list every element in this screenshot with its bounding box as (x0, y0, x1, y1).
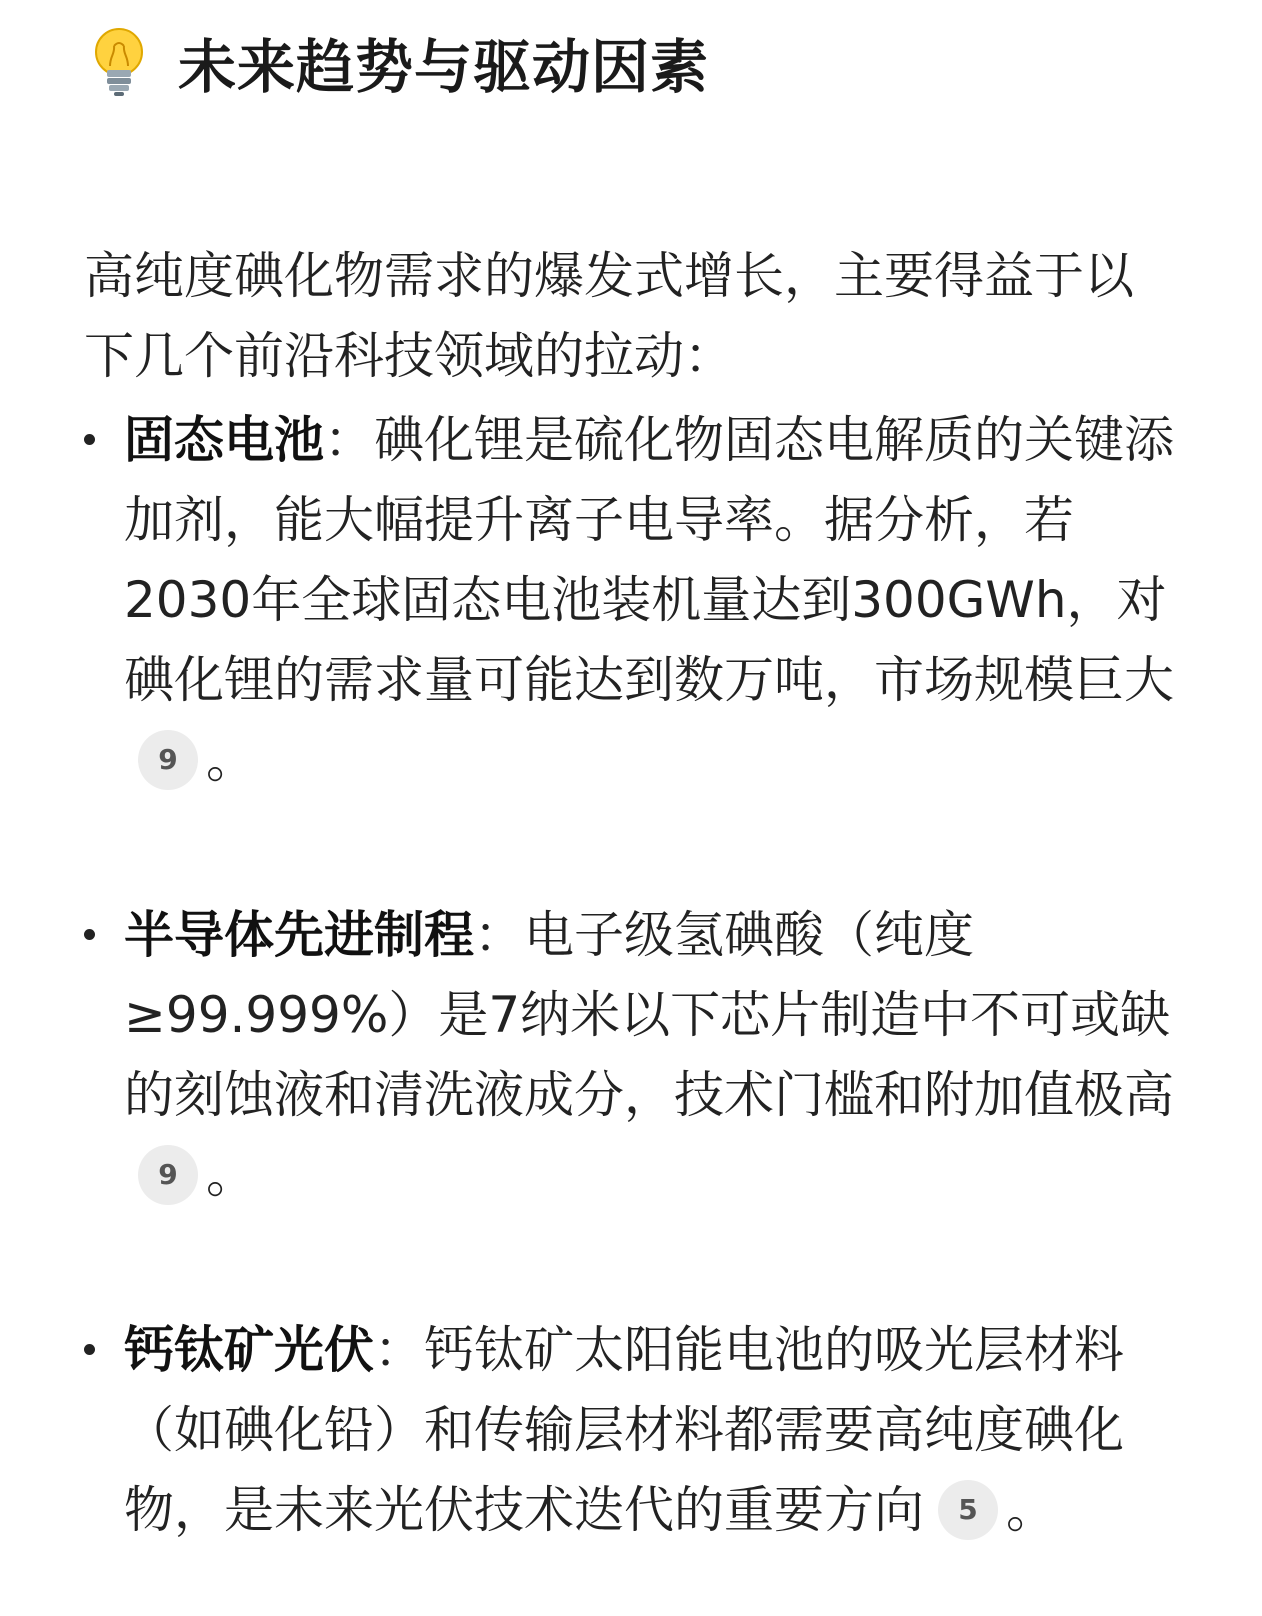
item-title: 半导体先进制程 (124, 906, 474, 964)
item-colon: ： (374, 1321, 424, 1379)
list-item-solid-state-battery (84, 400, 1184, 800)
item-colon: ： (324, 411, 374, 469)
section-heading (88, 22, 709, 102)
bullet-dot (84, 929, 95, 940)
item-end: 。 (206, 1146, 256, 1204)
item-end: 。 (206, 731, 256, 789)
item-body: 碘化锂是硫化物固态电解质的关键添加剂，能大幅提升离子电导率。据分析，若2030年全球固态电池装机量达到300GWh，对碘化锂的需求量可能达到数万吨，市场规模巨大 (124, 411, 1174, 709)
item-title: 钙钛矿光伏 (124, 1321, 374, 1379)
section-title: 未来趋势与驱动因素 (178, 33, 710, 101)
driver-list (84, 400, 1184, 1550)
bullet-dot (84, 1344, 95, 1355)
item-end: 。 (1006, 1481, 1056, 1539)
item-body: 电子级氢碘酸（纯度≥99.999%）是7纳米以下芯片制造中不可或缺的刻蚀液和清洗液成分，技术门槛和附加值极高 (124, 906, 1174, 1124)
citation-badge[interactable]: 9 (138, 730, 198, 790)
citation-badge[interactable]: 5 (938, 1480, 998, 1540)
bullet-dot (84, 434, 95, 445)
item-colon: ： (474, 906, 524, 964)
list-item-semiconductor (84, 895, 1184, 1215)
list-item-perovskite (84, 1310, 1184, 1550)
lightbulb-icon (88, 26, 150, 98)
intro-paragraph: 高纯度碘化物需求的爆发式增长，主要得益于以下几个前沿科技领域的拉动： (84, 247, 1134, 385)
item-body: 钙钛矿太阳能电池的吸光层材料（如碘化铅）和传输层材料都需要高纯度碘化物，是未来光伏技术迭代的重要方向 (124, 1321, 1124, 1539)
citation-badge[interactable]: 9 (138, 1145, 198, 1205)
item-title: 固态电池 (124, 411, 324, 469)
